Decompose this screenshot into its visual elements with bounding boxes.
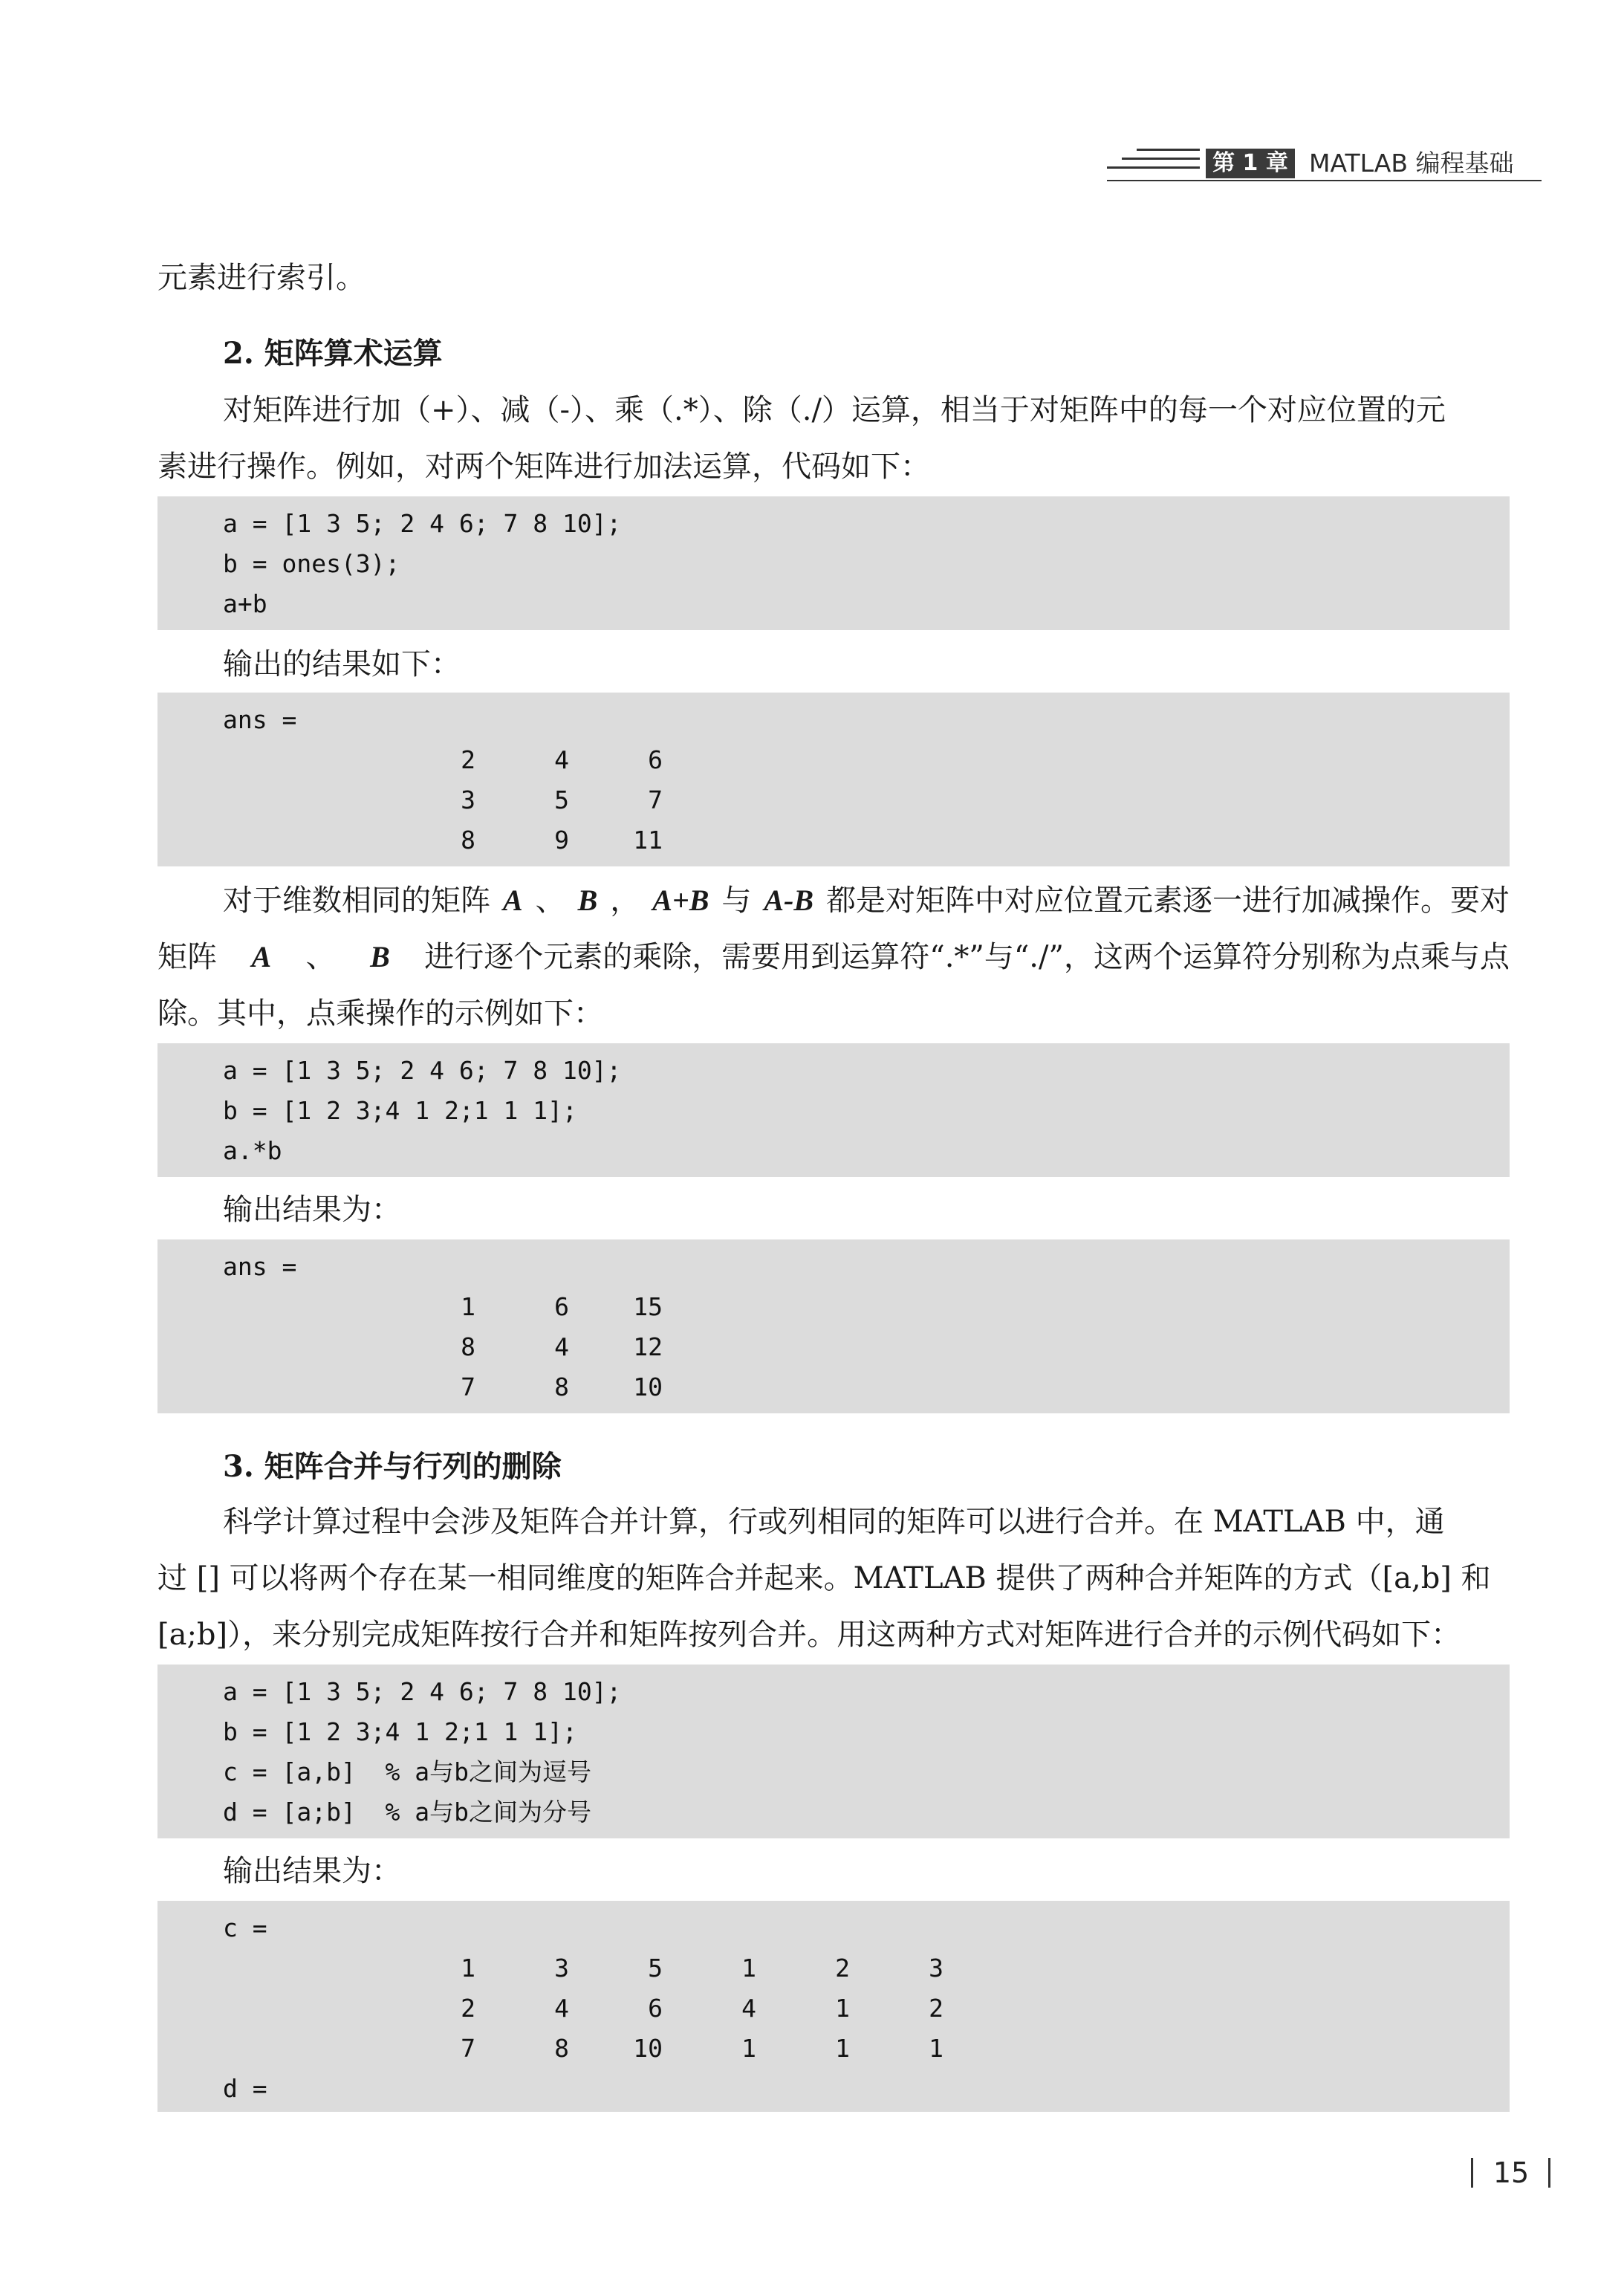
- matrix-cell: 4: [554, 1332, 569, 1361]
- header-rule: [1137, 149, 1200, 151]
- matrix-cell: 1: [929, 2034, 943, 2063]
- code-line: b = [1 2 3;4 1 2;1 1 1];: [223, 1717, 577, 1746]
- matrix-symbol: A: [502, 884, 523, 917]
- matrix-symbol: B: [370, 940, 390, 973]
- matrix-cell: 1: [835, 2034, 850, 2063]
- matrix-cell: 8: [461, 826, 475, 855]
- matrix-cell: 10: [633, 1372, 663, 1401]
- matrix-cell: 7: [648, 785, 663, 814]
- text-run: 矩阵: [157, 940, 217, 974]
- matrix-cell: 1: [835, 1994, 850, 2023]
- matrix-cell: 6: [554, 1292, 569, 1321]
- matrix-cell: 7: [461, 1372, 475, 1401]
- matrix-cell: 7: [461, 2034, 475, 2063]
- output-block-2: [157, 1239, 1510, 1413]
- matrix-cell: 8: [461, 1332, 475, 1361]
- matrix-cell: 8: [554, 2034, 569, 2063]
- matrix-cell: 3: [554, 1954, 569, 1983]
- text-run: ，: [610, 884, 640, 918]
- section-3-para-line: 科学计算过程中会涉及矩阵合并计算，行或列相同的矩阵可以进行合并。在 MATLAB 中，通: [223, 1505, 1445, 1539]
- section-3-para-line: 过 [] 可以将两个存在某一相同维度的矩阵合并起来。MATLAB 提供了两种合并矩阵的方式（[a,b] 和: [157, 1561, 1491, 1595]
- matrix-cell: 4: [554, 745, 569, 774]
- code-block-2: [157, 1043, 1510, 1177]
- text-run: 进行逐个元素的乘除，需要用到运算符“.*”与“./”，这两个运算符分别称为点乘与点: [424, 940, 1510, 974]
- matrix-cell: 5: [648, 1954, 663, 1983]
- matrix-cell: 3: [929, 1954, 943, 1983]
- code-block-3: [157, 1665, 1510, 1838]
- matrix-cell: 5: [554, 785, 569, 814]
- output-block-3: [157, 1901, 1510, 2112]
- matrix-cell: 2: [929, 1994, 943, 2023]
- matrix-expression: A-B: [764, 884, 813, 917]
- page-number-bar: [1471, 2158, 1473, 2188]
- section-2-heading: 2. 矩阵算术运算: [223, 336, 443, 371]
- header-rule: [1107, 166, 1200, 169]
- matrix-symbol: A: [251, 940, 272, 973]
- section-2-para-line: 素进行操作。例如，对两个矩阵进行加法运算，代码如下：: [157, 450, 930, 484]
- matrix-cell: 10: [633, 2034, 663, 2063]
- matrix-cell: 1: [461, 1292, 475, 1321]
- matrix-cell: 8: [554, 1372, 569, 1401]
- text-run: 对于维数相同的矩阵: [223, 884, 490, 918]
- matrix-cell: 12: [633, 1332, 663, 1361]
- matrix-symbol: B: [577, 884, 598, 917]
- text-run: 与: [721, 884, 752, 918]
- text-run: 、: [535, 884, 565, 918]
- running-header: [1107, 140, 1542, 184]
- page-number-bar: [1548, 2158, 1550, 2188]
- c-label: c =: [223, 1913, 267, 1942]
- code-line: a = [1 3 5; 2 4 6; 7 8 10];: [223, 1056, 622, 1085]
- code-line: b = [1 2 3;4 1 2;1 1 1];: [223, 1096, 577, 1125]
- matrix-cell: 2: [835, 1954, 850, 1983]
- code-line: a+b: [223, 589, 267, 618]
- code-line: a = [1 3 5; 2 4 6; 7 8 10];: [223, 1677, 622, 1706]
- output-block-1: [157, 693, 1510, 866]
- ans-label: ans =: [223, 705, 297, 734]
- matrix-expression: A+B: [652, 884, 709, 917]
- matrix-cell: 2: [461, 1994, 475, 2023]
- section-2-para-line: 除。其中，点乘操作的示例如下：: [157, 996, 603, 1031]
- section-2-para-line: [223, 872, 1510, 929]
- matrix-cell: 6: [648, 745, 663, 774]
- output-label: 输出结果为：: [223, 1854, 401, 1888]
- matrix-cell: 11: [633, 826, 663, 855]
- code-line: a.*b: [223, 1136, 282, 1165]
- output-label: 输出结果为：: [223, 1193, 401, 1227]
- text-run: 都是对矩阵中对应位置元素逐一进行加减操作。要对: [825, 884, 1510, 918]
- ans-label: ans =: [223, 1252, 297, 1281]
- matrix-cell: 4: [741, 1994, 756, 2023]
- header-underline: [1107, 180, 1542, 181]
- code-line: c = [a,b] % a与b之间为逗号: [223, 1757, 592, 1786]
- chapter-badge: 第 1 章: [1206, 149, 1295, 178]
- matrix-cell: 1: [461, 1954, 475, 1983]
- matrix-cell: 4: [554, 1994, 569, 2023]
- matrix-cell: 15: [633, 1292, 663, 1321]
- code-line: a = [1 3 5; 2 4 6; 7 8 10];: [223, 509, 622, 538]
- matrix-cell: 1: [741, 2034, 756, 2063]
- section-3-heading: 3. 矩阵合并与行列的删除: [223, 1449, 562, 1484]
- chapter-title: MATLAB 编程基础: [1309, 149, 1514, 178]
- output-label: 输出的结果如下：: [223, 647, 461, 681]
- header-rule: [1122, 158, 1200, 160]
- matrix-cell: 3: [461, 785, 475, 814]
- code-line: d = [a;b] % a与b之间为分号: [223, 1798, 592, 1826]
- section-2-para-line: 对矩阵进行加（+）、减（-）、乘（.*）、除（./）运算，相当于对矩阵中的每一个对应位置的元: [223, 393, 1446, 427]
- text-run: 、: [305, 940, 336, 974]
- code-block-1: [157, 496, 1510, 630]
- page-number: [1471, 2153, 1553, 2192]
- section-3-para-line: [a;b]），来分别完成矩阵按行合并和矩阵按列合并。用这两种方式对矩阵进行合并的示例代码如下：: [157, 1618, 1461, 1652]
- matrix-cell: 2: [461, 745, 475, 774]
- page-number-value: 15: [1493, 2156, 1530, 2189]
- intro-line: 元素进行索引。: [157, 261, 366, 295]
- matrix-cell: 6: [648, 1994, 663, 2023]
- section-2-para-line: [157, 929, 1510, 985]
- d-label: d =: [223, 2074, 267, 2103]
- code-line: b = ones(3);: [223, 549, 400, 578]
- matrix-cell: 1: [741, 1954, 756, 1983]
- matrix-cell: 9: [554, 826, 569, 855]
